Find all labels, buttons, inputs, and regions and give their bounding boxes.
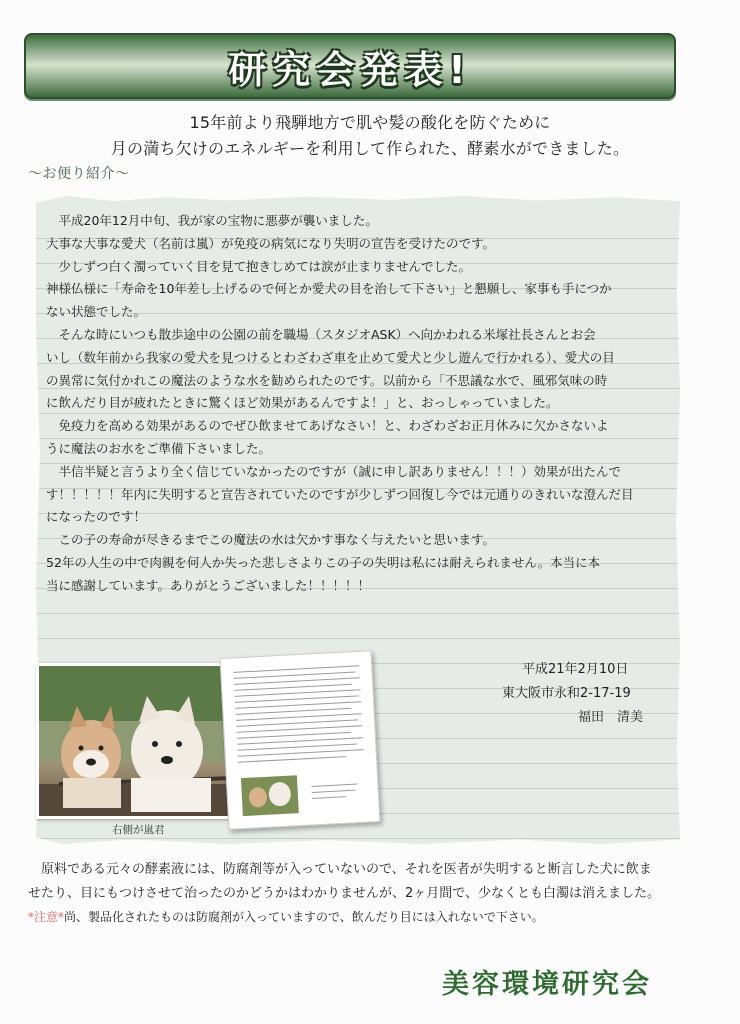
signature-block xyxy=(480,658,643,730)
letter-line: 半信半疑と言うより全く信じていなかったのですが（誠に申し訳ありません！！！）効果が出たんで xyxy=(46,463,622,479)
thumbnail-illustration xyxy=(221,651,380,829)
letter-line: 神様仏様に「寿命を10年差し上げるので何とか愛犬の目を治して下さい」と懇願し、家事も手につか xyxy=(46,281,612,297)
letter-body xyxy=(46,210,676,598)
disclaimer xyxy=(28,858,718,928)
intro-line: 15年前より飛騨地方で肌や髪の酸化を防ぐために xyxy=(189,113,551,132)
signature-address: 東大阪市永和2-17-19 xyxy=(502,686,631,701)
signature-date: 平成21年2月10日 xyxy=(522,662,629,677)
photo-caption: 右側が嵐君 xyxy=(112,824,165,836)
letter-line: す！！！！！年内に失明すると宣告されていたのですが少しずつ回復し今では元通りのきれいな澄んだ目 xyxy=(46,486,634,502)
disclaimer-line: せたり、目にもつけさせて治ったのかどうかはわかりませんが、2ヶ月間で、少なくとも白濁は消えました。 xyxy=(28,886,661,901)
disclaimer-line: 原料である元々の酵素液には、防腐剤等が入っていないので、それを医者が失明すると断言した犬に飲ま xyxy=(28,862,652,877)
letter-line: いし（数年前から我家の愛犬を見つけるとわざわざ車を止めて愛犬と少し遊んで行かれる）、愛犬の目 xyxy=(46,349,615,365)
intro-text xyxy=(0,110,740,162)
letter-line: この子の寿命が尽きるまでこの魔法の水は欠かす事なく与えたいと思います。 xyxy=(46,532,496,548)
organization-name: 美容環境研究会 xyxy=(442,969,652,1000)
letter-line: ない状態でした。 xyxy=(46,304,147,320)
signature-name: 福田 清美 xyxy=(578,710,644,725)
letter-line: 平成20年12月中旬、我が家の宝物に悪夢が襲いました。 xyxy=(46,213,378,228)
letter-line: 当に感謝しています。ありがとうございました！！！！！ xyxy=(46,577,371,593)
title-banner xyxy=(24,33,676,99)
notice-line xyxy=(28,906,718,928)
letter-line: 少しずつ白く濁っていく目を見て抱きしめては涙が止まりませんでした。 xyxy=(46,258,472,274)
letter-thumbnail xyxy=(220,650,381,830)
dogs-illustration xyxy=(39,666,235,816)
intro-line: 月の満ち欠けのエネルギーを利用して作られた、酵素水ができました。 xyxy=(110,139,630,158)
letter-line: に飲んだり目が疲れたときに驚くほど効果があるんですよ！」と、おっしゃっていました。 xyxy=(46,395,559,411)
letter-line: うに魔法のお水をご準備下さいました。 xyxy=(46,440,272,456)
notice-label: *注意* xyxy=(28,910,65,924)
letter-line: になったのです！ xyxy=(46,509,147,525)
section-label: 〜お便り紹介〜 xyxy=(28,166,130,182)
notice-text: 尚、製品化されたものは防腐剤が入っていますので、飲んだり目には入れないで下さい。 xyxy=(64,910,544,924)
dogs-photo xyxy=(36,663,238,819)
letter-line: そんな時にいつも散歩途中の公園の前を職場（スタジオASK）へ向かわれる米塚社長さんとお会 xyxy=(46,326,596,342)
letter-line: 52年の人生の中で肉親を何人か失った悲しさよりこの子の失明は私には耐えられません。本当に本 xyxy=(46,554,601,570)
letter-line: 免疫力を高める効果があるのでぜひ飲ませてあげなさい！と、わざわざお正月休みに欠かさないよ xyxy=(46,418,609,434)
letter-line: 大事な大事な愛犬（名前は嵐）が免疫の病気になり失明の宣告を受けたのです。 xyxy=(46,235,496,251)
page-title: 研究会発表! xyxy=(228,47,472,92)
letter-line: の異常に気付かれこの魔法のような水を勧められたのです。以前から「不思議な水で、風邪気味の時 xyxy=(46,372,608,388)
